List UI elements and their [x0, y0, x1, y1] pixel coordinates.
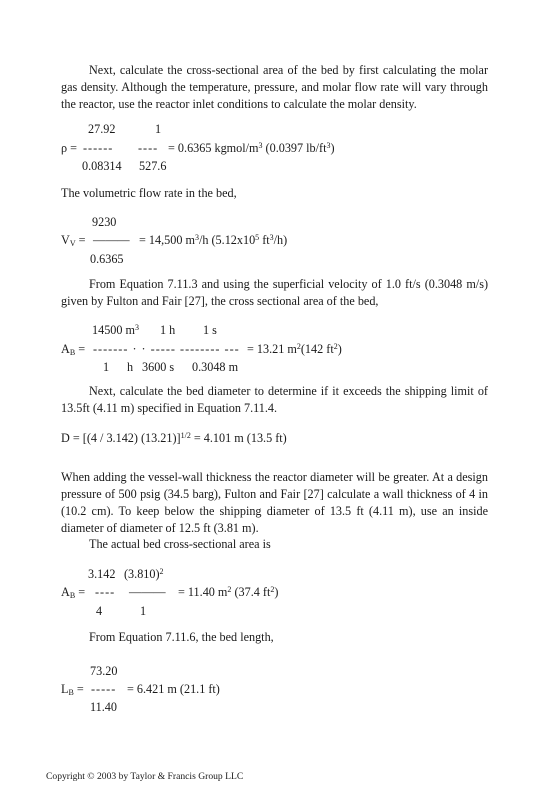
rho-result: = 0.6365 kgmol/$m^3$ (0.0397 $lb/ft^3$)	[168, 141, 335, 155]
ab2-numerator-1: 3.142	[88, 567, 116, 581]
rho-denominator-1: 0.08314	[82, 159, 122, 173]
paragraph-vessel-wall: When adding the vessel-wall thickness the reactor diameter will be greater. At a design pressure of 500 psig (34.5 barg), Fulton and Fair [27] calculate a wall thickness of 4 in (10.2 cm). To keep below the shipping diameter of 13.5 ft (4.11 m), use an inside diameter of diameter of 12.5 ft (3.81 m).	[61, 470, 488, 535]
rho-symbol: ρ =	[61, 141, 78, 155]
ab-numerator-3: 1 s	[203, 323, 217, 337]
vv-denominator: 0.6365	[90, 252, 124, 266]
ab2-fraction-line-2: ———	[129, 585, 166, 599]
rho-fraction-line-2: ----	[138, 141, 159, 155]
ab2-numerator-2: $(3.810)^2$	[124, 567, 164, 581]
vv-result: = 14,500 $m^3/h$ ($5.12x10^5$ $ft^3/h$)	[139, 233, 288, 247]
lb-numerator: 73.20	[90, 664, 118, 678]
lb-denominator: 11.40	[90, 700, 117, 714]
paragraph-volumetric-flow: The volumetric flow rate in the bed,	[61, 186, 237, 200]
ab-denominator-3: 3600 s	[142, 360, 175, 374]
lb-symbol: $L_B$ =	[61, 682, 84, 697]
equation-bed-diameter: D = [(4 / 3.142) (13.21)]$^{1/2}$ = 4.101 m (13.5 ft)	[61, 431, 287, 445]
paragraph-actual-area: The actual bed cross-sectional area is	[89, 537, 271, 551]
rho-numerator-1: 27.92	[88, 122, 116, 136]
paragraph-bed-diameter: Next, calculate the bed diameter to determine if it exceeds the shipping limit of 13.5ft (4.11 m) specified in Equation 7.11.4.	[61, 384, 488, 415]
paragraph-superficial-velocity: From Equation 7.11.3 and using the superficial velocity of 1.0 ft/s (0.3048 m/s) given by Fulton and Fair [27], the cross sectional area of the bed,	[61, 277, 488, 308]
rho-fraction-line-1: ------	[83, 141, 114, 155]
lb-fraction-line: -----	[91, 682, 117, 696]
copyright-footer: Copyright © 2003 by Taylor & Francis Group LLC	[46, 771, 244, 782]
ab-denominator-1: 1	[103, 360, 110, 374]
ab2-result: = 11.40 $m^2$ (37.4 $ft^2$)	[178, 585, 279, 599]
lb-result: = 6.421 m (21.1 ft)	[127, 682, 220, 696]
ab2-denominator-2: 1	[140, 604, 147, 618]
ab-symbol: $A_B$ =	[61, 342, 86, 357]
paragraph-bed-length: From Equation 7.11.6, the bed length,	[89, 630, 274, 644]
rho-numerator-2: 1	[155, 122, 162, 136]
vv-symbol: $V_V$ =	[61, 233, 86, 248]
ab-numerator-1: 14500 $m^3$	[92, 323, 139, 337]
ab2-denominator-1: 4	[96, 604, 103, 618]
ab-fraction-lines: ------- · · ----- -------- ---	[93, 342, 240, 356]
paragraph-bed-area-intro: Next, calculate the cross-sectional area of the bed by first calculating the molar gas density. Although the temperature, pressure, and molar flow rate will vary through the reactor, use the reactor inlet conditions to calculate the molar density.	[61, 63, 488, 111]
ab-numerator-2: 1 h	[160, 323, 176, 337]
vv-numerator: 9230	[92, 215, 117, 229]
ab-result: = 13.21 $m^2(142$ $ft^2$)	[247, 342, 342, 356]
ab-denominator-2: h	[127, 360, 134, 374]
ab2-symbol: $A_B$ =	[61, 585, 86, 600]
ab2-fraction-line-1: ----	[95, 585, 116, 599]
vv-fraction-line: ———	[93, 233, 130, 247]
rho-denominator-2: 527.6	[139, 159, 167, 173]
ab-denominator-4: 0.3048 m	[192, 360, 239, 374]
